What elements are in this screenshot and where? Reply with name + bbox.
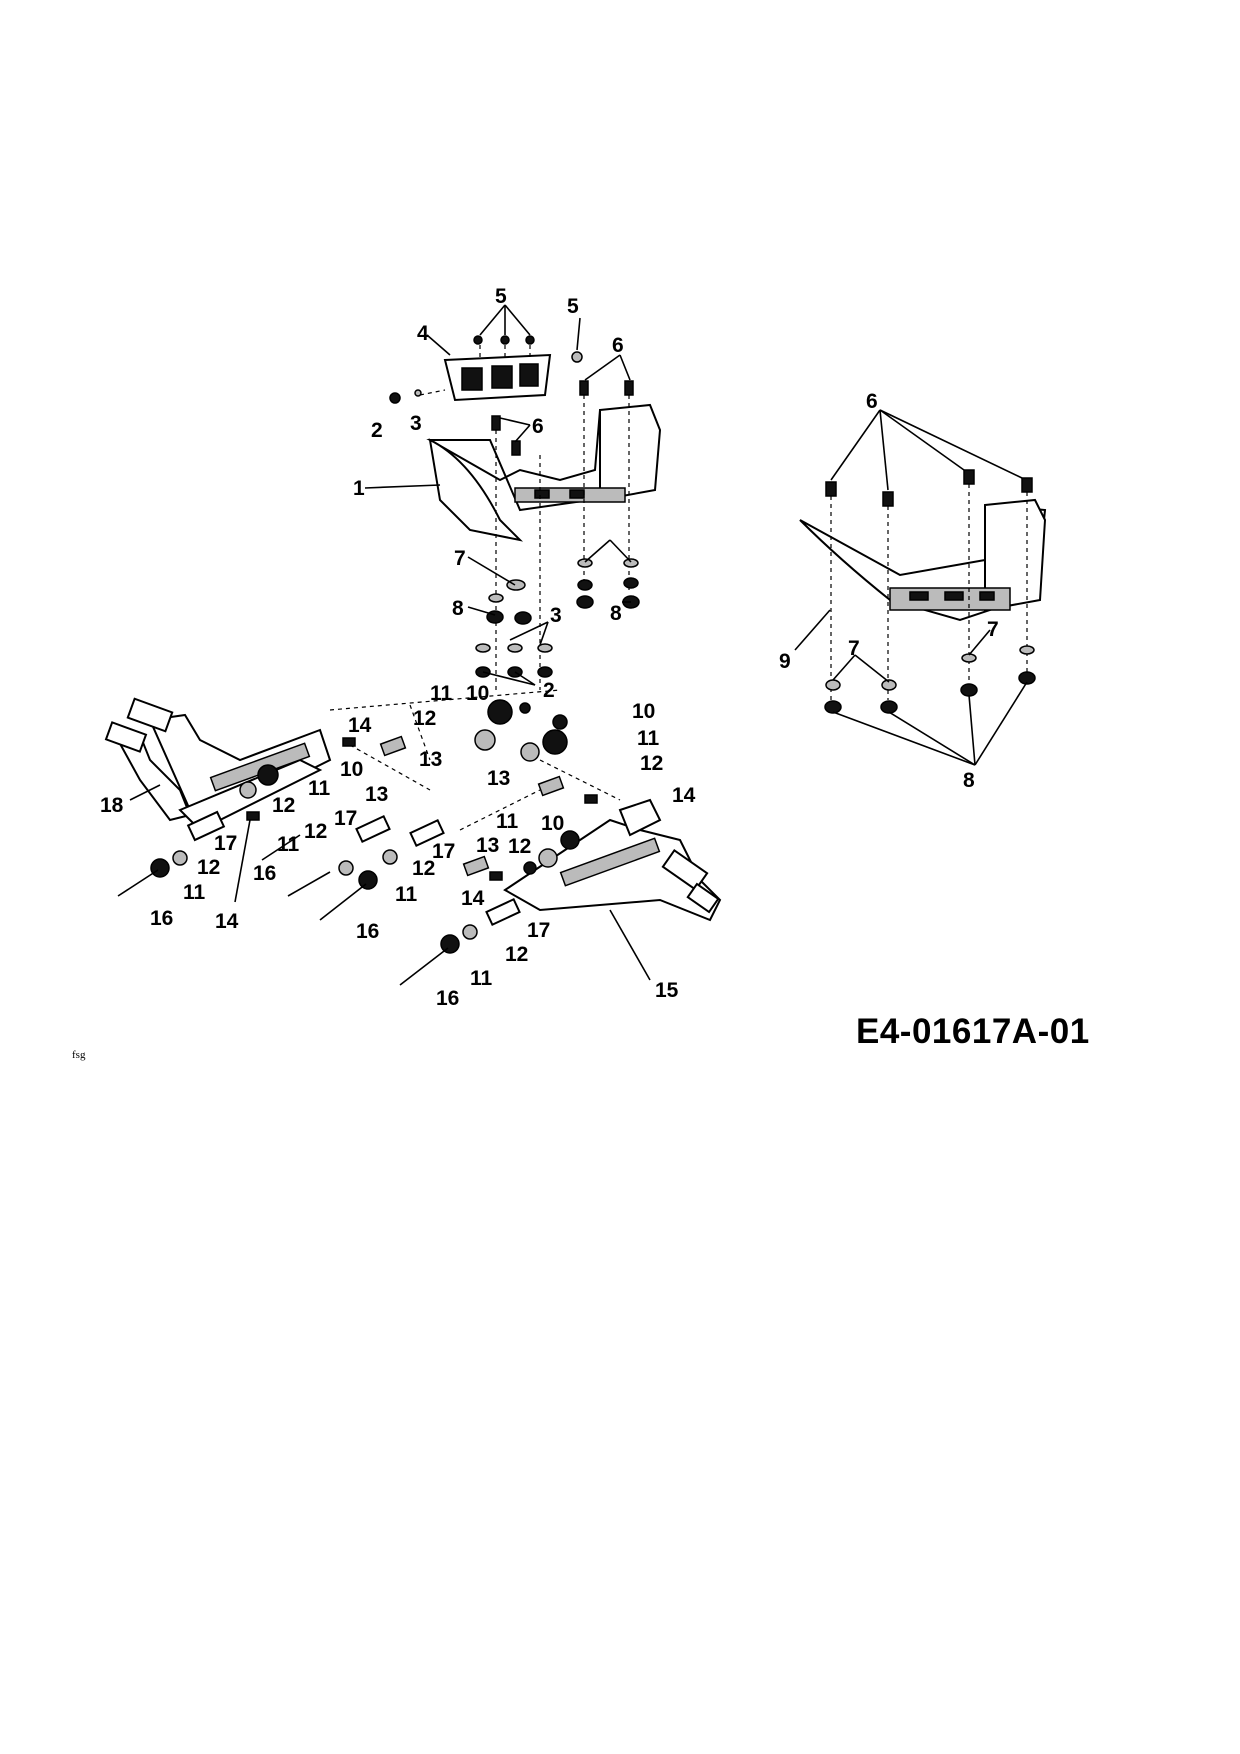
- callout-10c: 10: [340, 758, 364, 781]
- a-arm-left: [106, 699, 330, 830]
- callout-11: 11: [430, 682, 453, 705]
- callout-3: 3: [410, 412, 422, 435]
- a-arm-right: [505, 800, 720, 920]
- footrest-right: [800, 500, 1045, 620]
- cover-panel: [445, 355, 550, 400]
- callout-17d: 17: [527, 919, 551, 942]
- callout-13c: 13: [365, 783, 389, 806]
- callout-16b: 16: [150, 907, 174, 930]
- callout-5: 5: [495, 285, 507, 308]
- callout-12d: 12: [304, 820, 328, 843]
- footrest-bracket-left: [430, 405, 660, 540]
- callout-5b: 5: [567, 295, 579, 318]
- callout-16: 16: [253, 862, 277, 885]
- callout-14: 14: [348, 714, 372, 737]
- callout-16d: 16: [436, 987, 460, 1010]
- callout-12f: 12: [412, 857, 436, 880]
- callout-7: 7: [454, 547, 466, 570]
- callout-4: 4: [417, 322, 429, 345]
- callout-7b: 7: [848, 637, 860, 660]
- callout-11e: 11: [277, 833, 300, 856]
- callout-13: 13: [419, 748, 443, 771]
- callout-11f: 11: [395, 883, 418, 906]
- callout-2b: 2: [543, 679, 555, 702]
- callout-17c: 17: [432, 840, 456, 863]
- callout-11b: 11: [637, 727, 660, 750]
- callout-14c: 14: [461, 887, 485, 910]
- callout-11d: 11: [496, 810, 519, 833]
- callout-16c: 16: [356, 920, 380, 943]
- callout-2: 2: [371, 419, 383, 442]
- callout-14d: 14: [215, 910, 239, 933]
- callout-12b: 12: [640, 752, 664, 775]
- callout-17: 17: [334, 807, 358, 830]
- callout-8b: 8: [610, 602, 622, 625]
- callout-6c: 6: [866, 390, 878, 413]
- callout-8: 8: [452, 597, 464, 620]
- corner-mark: fsg: [72, 1049, 86, 1061]
- callout-17b: 17: [214, 832, 238, 855]
- callout-7c: 7: [987, 618, 999, 641]
- callout-9: 9: [779, 650, 791, 673]
- callout-12h: 12: [505, 943, 529, 966]
- callout-10d: 10: [541, 812, 565, 835]
- callout-12: 12: [413, 707, 437, 730]
- callout-13b: 13: [487, 767, 511, 790]
- callout-12c: 12: [272, 794, 296, 817]
- callout-12e: 12: [508, 835, 532, 858]
- callout-12g: 12: [197, 856, 221, 879]
- callout-15: 15: [655, 979, 679, 1002]
- callout-11g: 11: [183, 881, 206, 904]
- diagram-reference-code: E4-01617A-01: [856, 1012, 1090, 1051]
- callout-6b: 6: [532, 415, 544, 438]
- callout-13d: 13: [476, 834, 500, 857]
- callout-11h: 11: [470, 967, 493, 990]
- callout-6: 6: [612, 334, 624, 357]
- callout-10b: 10: [632, 700, 656, 723]
- callout-8c: 8: [963, 769, 975, 792]
- callout-1: 1: [353, 477, 365, 500]
- callout-10: 10: [466, 682, 490, 705]
- callout-14b: 14: [672, 784, 696, 807]
- callout-3b: 3: [550, 604, 562, 627]
- callout-11c: 11: [308, 777, 331, 800]
- callout-18: 18: [100, 794, 124, 817]
